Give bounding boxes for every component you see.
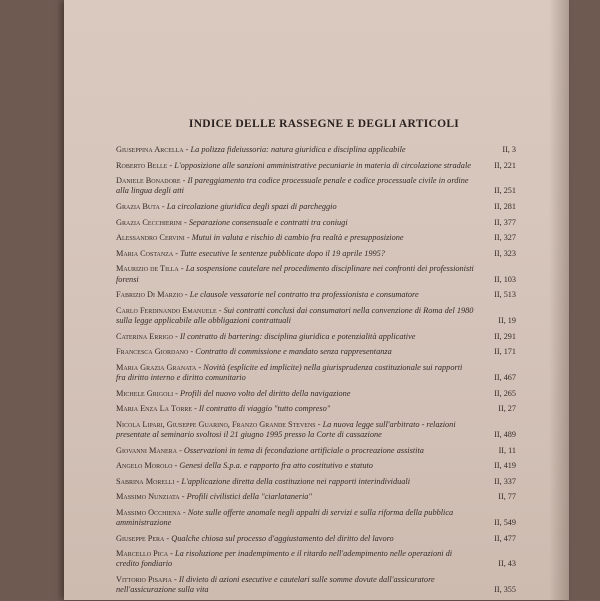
entry-text (116, 145, 480, 155)
entry-author: Massimo Occhiena (116, 507, 181, 517)
entry-separator: - (188, 347, 196, 357)
entry-page-ref: II, 327 (494, 233, 516, 243)
entry-separator: - (173, 331, 180, 341)
entry-article-title: La circolazione giuridica degli spazi di parcheggio (166, 201, 337, 211)
index-entry (116, 290, 516, 300)
entry-article-title: Il contratto di bartering: disciplina giuridica e potenzialità applicative (179, 331, 416, 341)
entry-separator: - (216, 305, 224, 315)
entry-text (116, 477, 480, 487)
entry-separator: - (183, 145, 191, 154)
entry-separator: - (180, 507, 188, 517)
entry-article-title: Genesi della S.p.a. e rapporto fra atto costitutivo e statuto (179, 461, 373, 471)
entry-separator: - (167, 160, 175, 170)
index-entry (116, 549, 516, 569)
entry-author: Alessandro Cervini (116, 233, 185, 243)
entry-separator: - (173, 388, 181, 398)
entry-article-title: La sospensione cautelare nel procedimento disciplinare nei confronti dei professionisti forensi (116, 264, 474, 284)
entry-article-title: L'applicazione diretta della costituzione nei rapporti interindividuali (181, 476, 411, 486)
entry-author: Maria Costanza (116, 248, 174, 258)
page-title: INDICE DELLE RASSEGNE E DEGLI ARTICOLI (188, 118, 460, 130)
entry-author: Fabrizio Di Marzio (116, 290, 183, 300)
entry-page-ref: II, 377 (494, 217, 516, 227)
entry-author: Francesca Giordano (116, 347, 189, 357)
entry-separator: - (192, 404, 199, 414)
entry-author: Caterina Errigo (116, 331, 174, 341)
entry-text (116, 161, 480, 171)
entry-author: Vittorio Pisapia (116, 575, 172, 585)
entry-page-ref: II, 549 (494, 518, 516, 528)
index-entry (116, 347, 516, 357)
entry-page-ref: II, 11 (498, 445, 516, 455)
entry-author: Maria Grazia Granata (116, 362, 197, 372)
entry-article-title: La polizza fideiussoria: natura giuridica e disciplina applicabile (190, 145, 406, 154)
entry-text (116, 446, 480, 456)
entry-separator: - (168, 549, 175, 559)
entry-page-ref: II, 281 (494, 201, 516, 211)
entry-author: Carlo Ferdinando Emanuele (116, 305, 217, 315)
entry-article-title: Le clausole vessatorie nel contratto tra professionista e consumatore (189, 290, 419, 300)
entry-text (116, 492, 480, 502)
index-entry (116, 249, 516, 259)
entry-article-title: La nuova legge sull'arbitrato - relazioni presentate al seminario svoltosi il 21 giugno 1995 presso la Corte di cassazione (116, 419, 456, 439)
index-entry (116, 202, 516, 212)
entry-author: Daniele Bonadore (116, 176, 181, 186)
index-entry (116, 420, 516, 440)
entry-text (116, 249, 480, 259)
entry-separator: - (184, 233, 192, 243)
entry-author: Roberto Belle (116, 160, 168, 170)
entry-separator: - (315, 419, 323, 429)
index-entry (116, 575, 516, 595)
index-entry (116, 176, 516, 196)
entry-author: Giuseppina Arcella (116, 145, 184, 154)
entry-article-title: Contratto di commissione e mandato senza rappresentanza (195, 347, 392, 357)
entry-article-title: Qualche chiosa sul processo d'aggiustamento del diritto del lavoro (171, 533, 394, 543)
index-entry (116, 461, 516, 471)
entry-article-title: Il pareggiamento tra codice processuale penale e codice processuale civile in ordine alla lingua degli atti (116, 176, 469, 196)
entry-page-ref: II, 19 (498, 315, 516, 325)
entry-page-ref: II, 291 (494, 331, 516, 341)
entry-article-title: Separazione consensuale e contratti tra coniugi (188, 217, 348, 227)
index-entry (116, 404, 516, 414)
entry-author: Maurizio de Tilla (116, 264, 179, 274)
entry-author: Angelo Morolo (116, 461, 173, 471)
entry-text (116, 575, 480, 595)
entry-text (116, 461, 480, 471)
entry-page-ref: II, 467 (494, 372, 516, 382)
entry-page-ref: II, 221 (494, 160, 516, 170)
entry-article-title: Sui contratti conclusi dai consumatori nella convenzione di Roma del 1980 sulla legge applicabile alle obbligazioni contrattuali (116, 305, 474, 325)
entry-article-title: Il contratto di viaggio "tutto compreso" (198, 404, 331, 414)
index-entry (116, 218, 516, 228)
entry-separator: - (164, 533, 172, 543)
entry-text (116, 264, 480, 284)
entry-text (116, 404, 480, 414)
entry-separator: - (159, 201, 167, 211)
entry-article-title: Osservazioni in tema di fecondazione artificiale o procreazione assistita (183, 445, 424, 455)
index-entry (116, 534, 516, 544)
index-entry (116, 332, 516, 342)
entry-page-ref: II, 171 (494, 347, 516, 357)
entry-author: Giovanni Manera (116, 445, 177, 455)
entry-page-ref: II, 27 (498, 404, 516, 414)
index-entry (116, 477, 516, 487)
entry-page-ref: II, 323 (494, 248, 516, 258)
entry-text (116, 508, 480, 528)
entry-author: Michele Grigoli (116, 388, 174, 398)
index-entry (116, 161, 516, 171)
entry-article-title: Tutte esecutive le sentenze pubblicate dopo il 19 aprile 1995? (180, 248, 385, 258)
entry-page-ref: II, 489 (494, 429, 516, 439)
entry-text (116, 347, 480, 357)
entry-separator: - (178, 264, 186, 274)
entry-page-ref: II, 355 (494, 585, 516, 595)
entry-article-title: Novità (esplicite ed implicite) nella giurisprudenza costituzionale sui rapporti fra diritto interno e diritto comunitario (116, 362, 463, 382)
index-entry (116, 145, 516, 155)
entry-separator: - (177, 445, 184, 455)
entry-author: Giuseppe Pera (116, 533, 165, 543)
index-entry (116, 446, 516, 456)
entry-article-title: L'opposizione alle sanzioni amministrative pecuniarie in materia di circolazione stradale (174, 160, 471, 170)
index-entry (116, 389, 516, 399)
index-entry (116, 508, 516, 528)
entry-page-ref: II, 337 (494, 476, 516, 486)
entry-article-title: Profili civilistici della "ciarlataneria" (186, 492, 312, 502)
entry-author: Grazia Cecchierini (116, 217, 182, 227)
entry-text (116, 306, 480, 326)
entry-page-ref: II, 513 (494, 290, 516, 300)
entry-page-ref: II, 43 (498, 559, 516, 569)
entry-separator: - (179, 492, 187, 502)
entry-author: Maria Enza La Torre (116, 404, 192, 414)
entry-separator: - (196, 362, 204, 372)
index-entry (116, 363, 516, 383)
index-entry (116, 264, 516, 284)
entry-separator: - (181, 217, 189, 227)
entry-article-title: Mutui in valuta e rischio di cambio fra realtà e presupposizione (191, 233, 404, 243)
faded-running-header (244, 22, 524, 32)
entry-separator: - (174, 476, 182, 486)
index-entry (116, 306, 516, 326)
entry-text (116, 534, 480, 544)
entry-article-title: Profili del nuovo volto del diritto della navigazione (180, 388, 351, 398)
entry-text (116, 176, 480, 196)
entry-text (116, 549, 480, 569)
entry-article-title: Il divieto di azioni esecutive e cautelari sulle somme dovute dall'assicuratore nell'assicurazione sulla vita (116, 575, 435, 595)
entry-page-ref: II, 77 (498, 492, 516, 502)
entry-author: Massimo Nunziata (116, 492, 180, 502)
entry-text (116, 233, 480, 243)
index-entry (116, 492, 516, 502)
entry-text (116, 218, 480, 228)
entry-page-ref: II, 251 (494, 186, 516, 196)
page-gutter-shadow (549, 0, 569, 600)
entry-text (116, 363, 480, 383)
entry-separator: - (182, 290, 190, 300)
index-entries (116, 145, 516, 601)
entry-page-ref: II, 3 (502, 145, 516, 154)
entry-page-ref: II, 477 (494, 533, 516, 543)
index-entry (116, 233, 516, 243)
entry-text (116, 420, 480, 440)
entry-text (116, 389, 480, 399)
entry-separator: - (171, 575, 179, 585)
entry-page-ref: II, 419 (494, 461, 516, 471)
entry-author: Marcello Pica (116, 549, 169, 559)
entry-separator: - (180, 176, 188, 186)
entry-page-ref: II, 265 (494, 388, 516, 398)
entry-text (116, 290, 480, 300)
entry-separator: - (172, 461, 180, 471)
entry-author: Sabrina Morelli (116, 476, 175, 486)
entry-article-title: Note sulle offerte anomale negli appalti di servizi e sulla riforma della pubblica amministrazione (116, 507, 454, 528)
entry-text (116, 202, 480, 212)
entry-author: Nicola Lipari, Giuseppe Guarino, Franzo Grande Stevens (116, 419, 316, 429)
entry-article-title: La risoluzione per inadempimento e il ritardo nell'adempimento nelle operazioni di credito fondiario (116, 549, 453, 569)
entry-separator: - (173, 248, 181, 258)
entry-author: Grazia Buta (116, 201, 160, 211)
entry-text (116, 332, 480, 342)
book-page (64, 0, 569, 600)
entry-page-ref: II, 103 (494, 274, 516, 284)
